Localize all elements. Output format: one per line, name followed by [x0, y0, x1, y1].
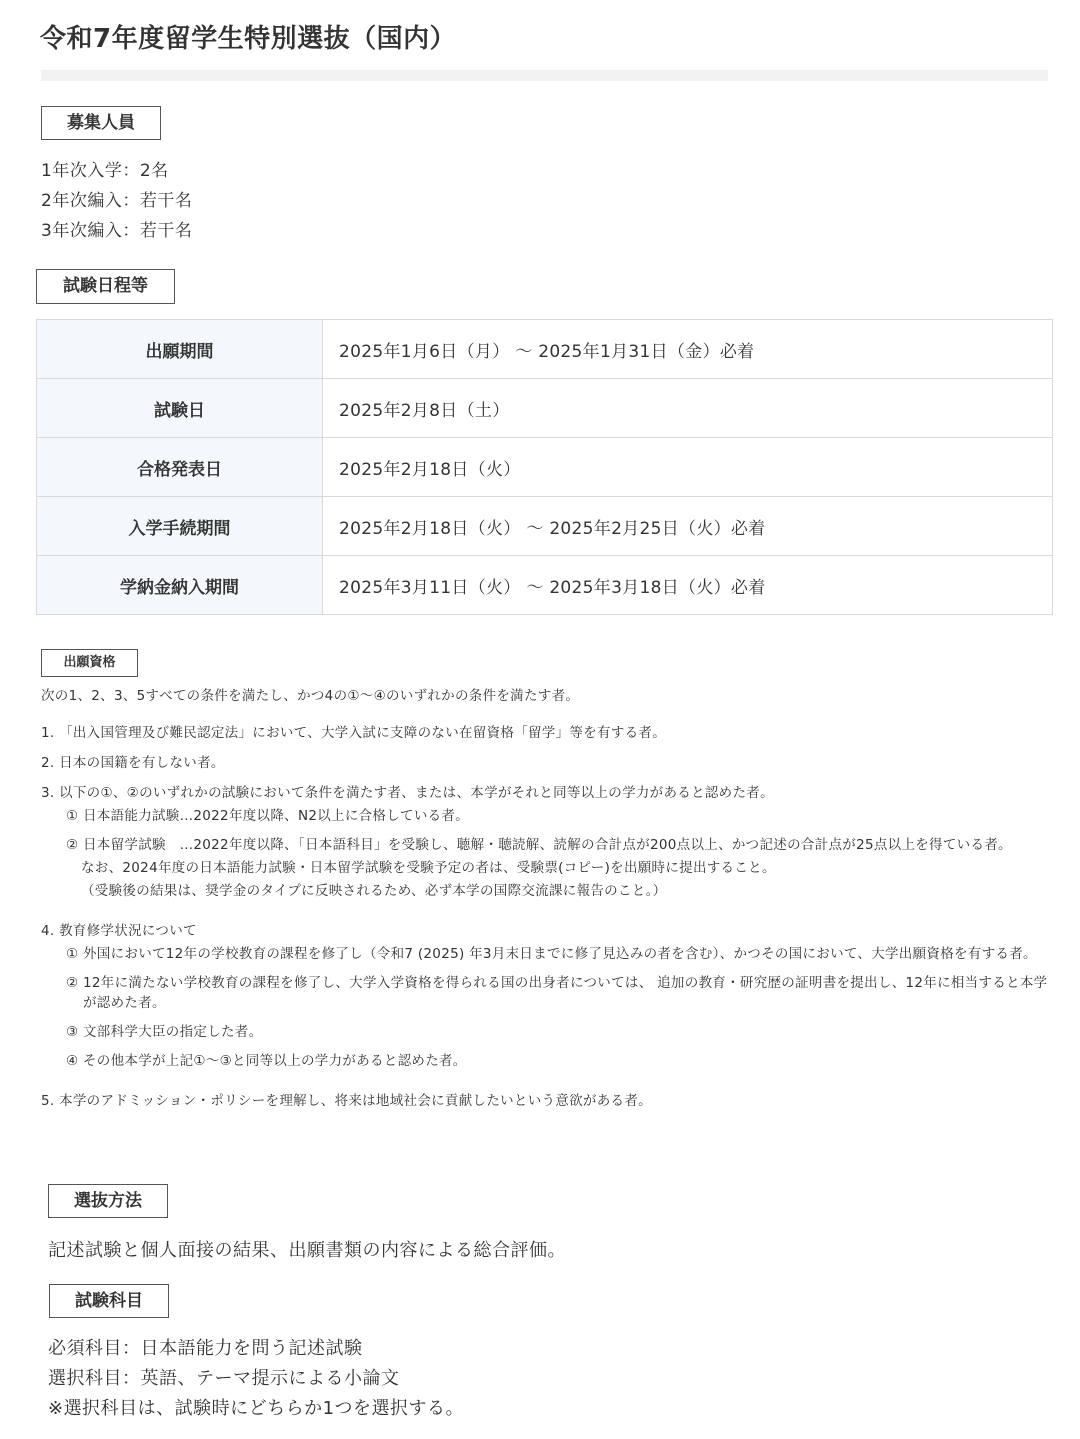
recruit-list	[41, 156, 192, 246]
recruit-line: 1年次入学：2名	[41, 161, 169, 181]
table-row	[37, 556, 1053, 615]
schedule-label: 学納金納入期間	[37, 556, 323, 615]
schedule-label: 入学手続期間	[37, 497, 323, 556]
qualification-item-3-sub-1: ① 日本語能力試験…2022年度以降、N2以上に合格している者。	[66, 808, 470, 824]
recruit-heading: 募集人員	[41, 106, 161, 140]
qualification-item-4-sub-3: ③ 文部科学大臣の指定した者。	[66, 1024, 263, 1040]
schedule-value: 2025年2月8日（土）	[323, 379, 1053, 438]
recruit-line: 2年次編入：若干名	[41, 191, 193, 211]
page-title: 令和7年度留学生特別選抜（国内）	[40, 24, 457, 54]
qualification-item-3-note-2: （受験後の結果は、奨学金のタイプに反映されるため、必ず本学の国際交流課に報告のこと。）	[81, 883, 667, 899]
subjects-list	[48, 1334, 464, 1424]
qualification-item-3-note-1: なお、2024年度の日本語能力試験・日本留学試験を受験予定の者は、受験票(コピー)を出願時に提出すること。	[81, 860, 776, 876]
subjects-line: 必須科目：日本語能力を問う記述試験	[48, 1338, 363, 1359]
schedule-label: 試験日	[37, 379, 323, 438]
qualification-item-4-sub-1: ① 外国において12年の学校教育の課程を修了し（令和7 (2025) 年3月末日までに修了見込みの者を含む）、かつその国において、大学出願資格を有する者。	[66, 946, 1037, 962]
selection-text: 記述試験と個人面接の結果、出願書類の内容による総合評価。	[48, 1240, 566, 1261]
subjects-line: 選択科目：英語、テーマ提示による小論文	[48, 1368, 400, 1389]
qualification-item-4-sub-4: ④ その他本学が上記①～③と同等以上の学力があると認めた者。	[66, 1053, 467, 1069]
recruit-line: 3年次編入：若干名	[41, 221, 193, 241]
schedule-label: 出願期間	[37, 320, 323, 379]
qualification-item-5: 5. 本学のアドミッション・ポリシーを理解し、将来は地域社会に貢献したいという意欲がある者。	[41, 1093, 652, 1109]
qualification-intro: 次の1、2、3、5すべての条件を満たし、かつ4の①～④のいずれかの条件を満たす者。	[41, 688, 580, 704]
schedule-value: 2025年3月11日（火） ～ 2025年3月18日（火）必着	[323, 556, 1053, 615]
table-row	[37, 320, 1053, 379]
subjects-line: ※選択科目は、試験時にどちらか1つを選択する。	[48, 1398, 465, 1419]
table-row	[37, 379, 1053, 438]
qualification-heading: 出願資格	[41, 649, 138, 677]
qualification-item-4: 4. 教育修学状況について	[41, 923, 197, 939]
schedule-label: 合格発表日	[37, 438, 323, 497]
title-underline-bar	[41, 70, 1048, 81]
schedule-value: 2025年1月6日（月） ～ 2025年1月31日（金）必着	[323, 320, 1053, 379]
table-row	[37, 497, 1053, 556]
subjects-heading: 試験科目	[49, 1284, 169, 1318]
schedule-heading: 試験日程等	[36, 269, 175, 304]
schedule-value: 2025年2月18日（火） ～ 2025年2月25日（火）必着	[323, 497, 1053, 556]
qualification-item-2: 2. 日本の国籍を有しない者。	[41, 755, 225, 771]
qualification-item-1: 1. 「出入国管理及び難民認定法」において、大学入試に支障のない在留資格「留学」等を有する者。	[41, 725, 666, 741]
qualification-item-4-sub-2: ② 12年に満たない学校教育の課程を修了し、大学入学資格を得られる国の出身者については、 追加の教育・研究歴の証明書を提出し、12年に相当すると本学が認めた者。	[66, 975, 1048, 1011]
table-row	[37, 438, 1053, 497]
selection-heading: 選抜方法	[48, 1184, 168, 1218]
schedule-value: 2025年2月18日（火）	[323, 438, 1053, 497]
schedule-table	[36, 319, 1053, 615]
qualification-item-3: 3. 以下の①、②のいずれかの試験において条件を満たす者、または、本学がそれと同等以上の学力があると認めた者。	[41, 785, 774, 801]
qualification-item-3-sub-2: ② 日本留学試験 …2022年度以降、「日本語科目」を受験し、聴解・聴読解、読解の合計点が200点以上、かつ記述の合計点が25点以上を得ている者。	[66, 837, 1012, 853]
qualification-body	[41, 686, 1061, 1111]
